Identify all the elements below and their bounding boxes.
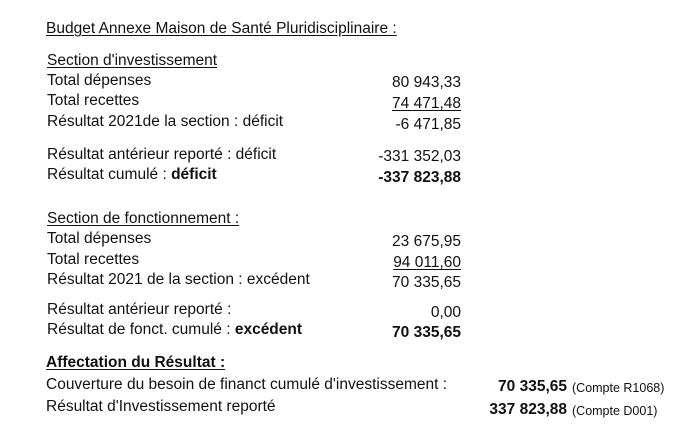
row-label: Total dépenses [47,230,152,247]
row-label: Résultat 2021 de la section : excédent [47,271,310,288]
cumul-label [47,321,302,339]
cumul-label-text: Résultat cumulé : [47,166,167,183]
affectation-account: (Compte R1068) [572,381,665,395]
cumul-label-status: déficit [171,166,217,183]
section-heading-investissement: Section d'investissement [47,52,218,69]
affectation-label: Résultat d'Investissement reporté [46,398,276,415]
section-heading-affectation: Affectation du Résultat : [46,354,226,371]
row-value: -331 352,03 [378,148,461,165]
affectation-label: Couverture du besoin de financt cumulé d'investissement : [46,376,448,393]
cumul-label-status: excédent [234,321,303,338]
cumul-value: 70 335,65 [392,324,461,341]
row-value: 94 011,60 [393,254,461,271]
page-title: Budget Annexe Maison de Santé Pluridisciplinaire : [46,20,397,37]
affectation-account: (Compte D001) [572,404,658,418]
section-heading-fonctionnement: Section de fonctionnement : [47,210,240,227]
cumul-value: -337 823,88 [378,169,461,186]
row-label: Total recettes [47,92,140,109]
row-label: Résultat antérieur reporté : déficit [47,146,277,163]
row-label: Total recettes [47,251,140,268]
cumul-label-text: Résultat de fonct. cumulé : [47,321,231,338]
row-label: Résultat antérieur reporté : [47,301,232,318]
row-value: 80 943,33 [392,74,461,91]
affectation-value: 337 823,88 [489,401,567,418]
row-value: 0,00 [430,304,461,321]
row-value: 70 335,65 [392,274,461,291]
row-label: Total dépenses [47,72,152,89]
row-value: -6 471,85 [395,116,461,133]
cumul-label [47,166,217,184]
row-label: Résultat 2021de la section : déficit [47,113,284,130]
affectation-value: 70 335,65 [498,378,567,395]
row-value: 23 675,95 [392,233,461,250]
row-value: 74 471,48 [392,95,461,112]
